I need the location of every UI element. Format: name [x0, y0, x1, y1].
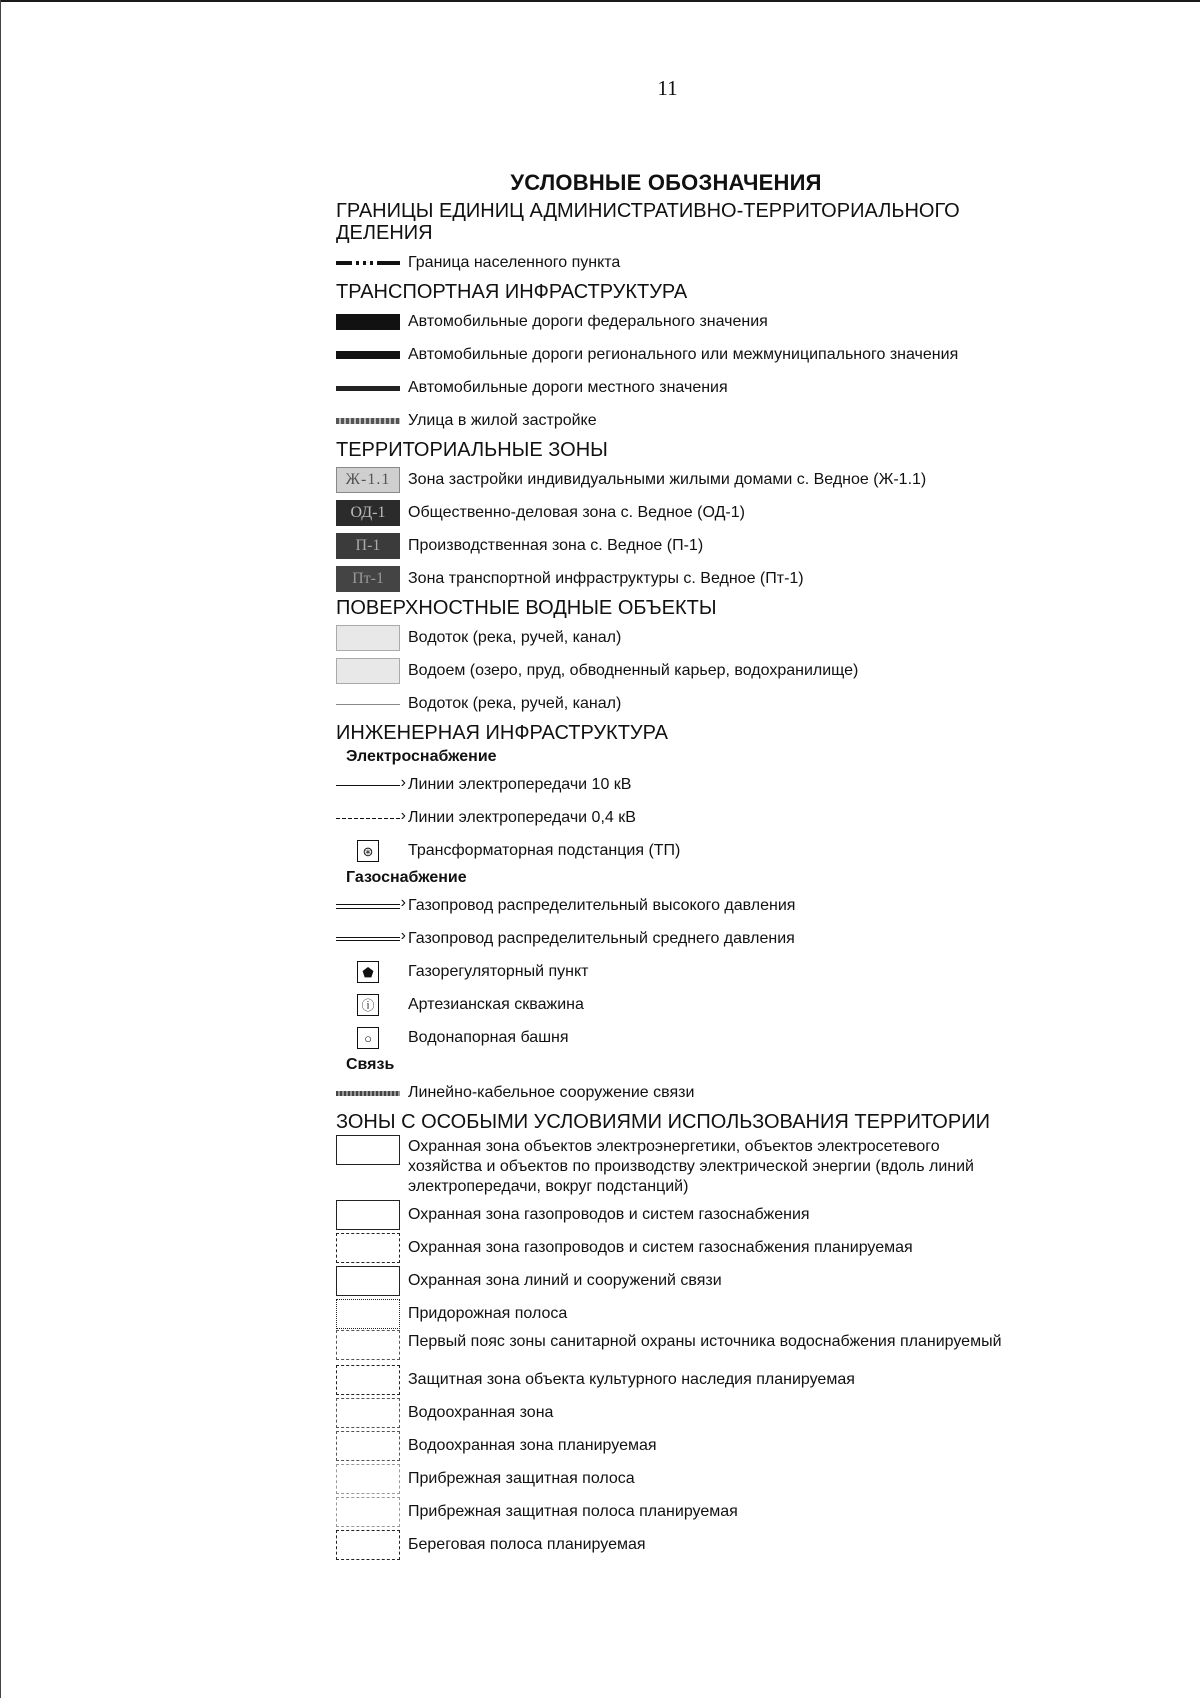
regional-road-symbol [336, 342, 400, 368]
legend-item [336, 770, 1016, 800]
legend-label: Автомобильные дороги местного значения [408, 379, 728, 396]
legend-item [336, 340, 1016, 370]
scan-left-edge [0, 0, 1, 1698]
legend-item [336, 803, 1016, 833]
legend-label: Водоток (река, ручей, канал) [408, 695, 622, 712]
legend-label: Охранная зона объектов электроэнергетики, объектов электросетевого хозяйства и объектов по производству электрической энергии (вдоль линий электропередачи, вокруг подстанций) [408, 1138, 974, 1195]
legend-label: Газорегуляторный пункт [408, 963, 589, 980]
section-title-water: ПОВЕРХНОСТНЫЕ ВОДНЫЕ ОБЪЕКТЫ [336, 597, 717, 619]
legend-item [336, 465, 1016, 495]
legend-item [336, 689, 1016, 719]
artesian-well-icon: ⓘ [357, 994, 379, 1016]
legend-item [336, 248, 1016, 278]
legend-item [336, 406, 1016, 436]
gas-protection-zone-symbol [336, 1200, 400, 1230]
legend-item [336, 1365, 1016, 1395]
settlement-boundary-symbol [336, 250, 400, 276]
legend-item [336, 531, 1016, 561]
legend-label: Артезианская скважина [408, 996, 584, 1013]
water-tower-icon: ○ [357, 1027, 379, 1049]
legend-label: Охранная зона линий и сооружений связи [408, 1272, 722, 1289]
legend-label: Автомобильные дороги регионального или межмуниципального значения [408, 346, 959, 363]
legend-label: Улица в жилой застройке [408, 412, 597, 429]
legend-label: Прибрежная защитная полоса [408, 1470, 635, 1487]
zone-code-p: П-1 [336, 533, 400, 559]
legend-item [336, 957, 1016, 987]
zone-code-zh: Ж-1.1 [336, 467, 400, 493]
power-line-04kv-symbol [336, 805, 400, 831]
legend-label: Охранная зона газопроводов и систем газоснабжения планируемая [408, 1239, 913, 1256]
zone-code-pt: Пт-1 [336, 566, 400, 592]
scan-top-edge [0, 0, 1200, 2]
legend-label: Водоток (река, ручей, канал) [408, 629, 622, 646]
water-protection-zone-planned-symbol [336, 1431, 400, 1461]
legend-label: Граница населенного пункта [408, 254, 621, 271]
power-protection-zone-symbol [336, 1135, 400, 1165]
legend-label: Зона транспортной инфраструктуры с. Ведное (Пт-1) [408, 570, 804, 587]
legend-item [336, 1332, 1016, 1362]
section-title-zones: ТЕРРИТОРИАЛЬНЫЕ ЗОНЫ [336, 439, 608, 461]
gas-protection-zone-planned-symbol [336, 1233, 400, 1263]
legend-item [336, 990, 1016, 1020]
watercourse-line-symbol [336, 691, 400, 717]
comm-protection-zone-symbol [336, 1266, 400, 1296]
legend-item [336, 1078, 1016, 1108]
legend-label: Первый пояс зоны санитарной охраны источника водоснабжения планируемый [408, 1333, 1002, 1350]
legend-label: Производственная зона с. Ведное (П-1) [408, 537, 704, 554]
legend-item [336, 1398, 1016, 1428]
shore-strip-planned-symbol [336, 1530, 400, 1560]
legend-item [336, 623, 1016, 653]
legend-label: Линии электропередачи 10 кВ [408, 776, 632, 793]
legend-item [336, 307, 1016, 337]
legend-label: Водоохранная зона [408, 1404, 554, 1421]
section-title-transport: ТРАНСПОРТНАЯ ИНФРАСТРУКТУРА [336, 281, 688, 303]
subsection-title-comm: Связь [346, 1056, 395, 1073]
gas-medium-pressure-symbol [336, 926, 400, 952]
coastal-strip-planned-symbol [336, 1497, 400, 1527]
gas-high-pressure-symbol [336, 893, 400, 919]
legend-item [336, 924, 1016, 954]
local-road-symbol [336, 375, 400, 401]
coastal-strip-symbol [336, 1464, 400, 1494]
legend-label: Газопровод распределительный среднего давления [408, 930, 795, 947]
legend [336, 170, 1016, 1563]
legend-item [336, 836, 1016, 866]
zone-code-od: ОД-1 [336, 500, 400, 526]
legend-item [336, 656, 1016, 686]
legend-item [336, 498, 1016, 528]
legend-label: Охранная зона газопроводов и систем газоснабжения [408, 1206, 810, 1223]
legend-label: Автомобильные дороги федерального значения [408, 313, 768, 330]
legend-item [336, 564, 1016, 594]
legend-label: Прибрежная защитная полоса планируемая [408, 1503, 738, 1520]
transformer-substation-icon: ⊛ [357, 840, 379, 862]
legend-label: Водонапорная башня [408, 1029, 569, 1046]
page-number: 11 [657, 76, 678, 100]
section-title-admin: ГРАНИЦЫ ЕДИНИЦ АДМИНИСТРАТИВНО-ТЕРРИТОРИАЛЬНОГО ДЕЛЕНИЯ [336, 200, 960, 244]
heritage-zone-symbol [336, 1365, 400, 1395]
legend-item [336, 373, 1016, 403]
legend-label: Линейно-кабельное сооружение связи [408, 1084, 695, 1101]
legend-item [336, 1431, 1016, 1461]
legend-label: Трансформаторная подстанция (ТП) [408, 842, 681, 859]
federal-road-symbol [336, 309, 400, 335]
legend-label: Береговая полоса планируемая [408, 1536, 646, 1553]
legend-label: Водоохранная зона планируемая [408, 1437, 657, 1454]
roadside-strip-symbol [336, 1299, 400, 1329]
section-title-special: ЗОНЫ С ОСОБЫМИ УСЛОВИЯМИ ИСПОЛЬЗОВАНИЯ ТЕРРИТОРИИ [336, 1111, 990, 1133]
legend-item [336, 1464, 1016, 1494]
legend-item [336, 1233, 1016, 1263]
legend-item [336, 1137, 1016, 1197]
legend-item [336, 1299, 1016, 1329]
power-line-10kv-symbol [336, 772, 400, 798]
legend-label: Линии электропередачи 0,4 кВ [408, 809, 636, 826]
legend-label: Придорожная полоса [408, 1305, 568, 1322]
water-protection-zone-symbol [336, 1398, 400, 1428]
gas-regulator-icon: ⬟ [357, 961, 379, 983]
legend-label: Защитная зона объекта культурного наследия планируемая [408, 1371, 855, 1388]
legend-item [336, 891, 1016, 921]
legend-label: Газопровод распределительный высокого давления [408, 897, 796, 914]
street-symbol [336, 408, 400, 434]
legend-label: Общественно-деловая зона с. Ведное (ОД-1) [408, 504, 745, 521]
watercourse-area-symbol [336, 625, 400, 651]
legend-item [336, 1200, 1016, 1230]
legend-label: Водоем (озеро, пруд, обводненный карьер, водохранилище) [408, 662, 859, 679]
legend-title: УСЛОВНЫЕ ОБОЗНАЧЕНИЯ [510, 170, 822, 195]
sanitary-zone-symbol [336, 1330, 400, 1360]
section-title-engineering: ИНЖЕНЕРНАЯ ИНФРАСТРУКТУРА [336, 722, 668, 744]
cable-line-symbol [336, 1080, 400, 1106]
legend-label: Зона застройки индивидуальными жилыми домами с. Ведное (Ж-1.1) [408, 471, 927, 488]
legend-item [336, 1530, 1016, 1560]
subsection-title-power: Электроснабжение [346, 748, 497, 765]
reservoir-area-symbol [336, 658, 400, 684]
legend-item [336, 1497, 1016, 1527]
legend-item [336, 1023, 1016, 1053]
legend-item [336, 1266, 1016, 1296]
subsection-title-gas: Газоснабжение [346, 869, 467, 886]
